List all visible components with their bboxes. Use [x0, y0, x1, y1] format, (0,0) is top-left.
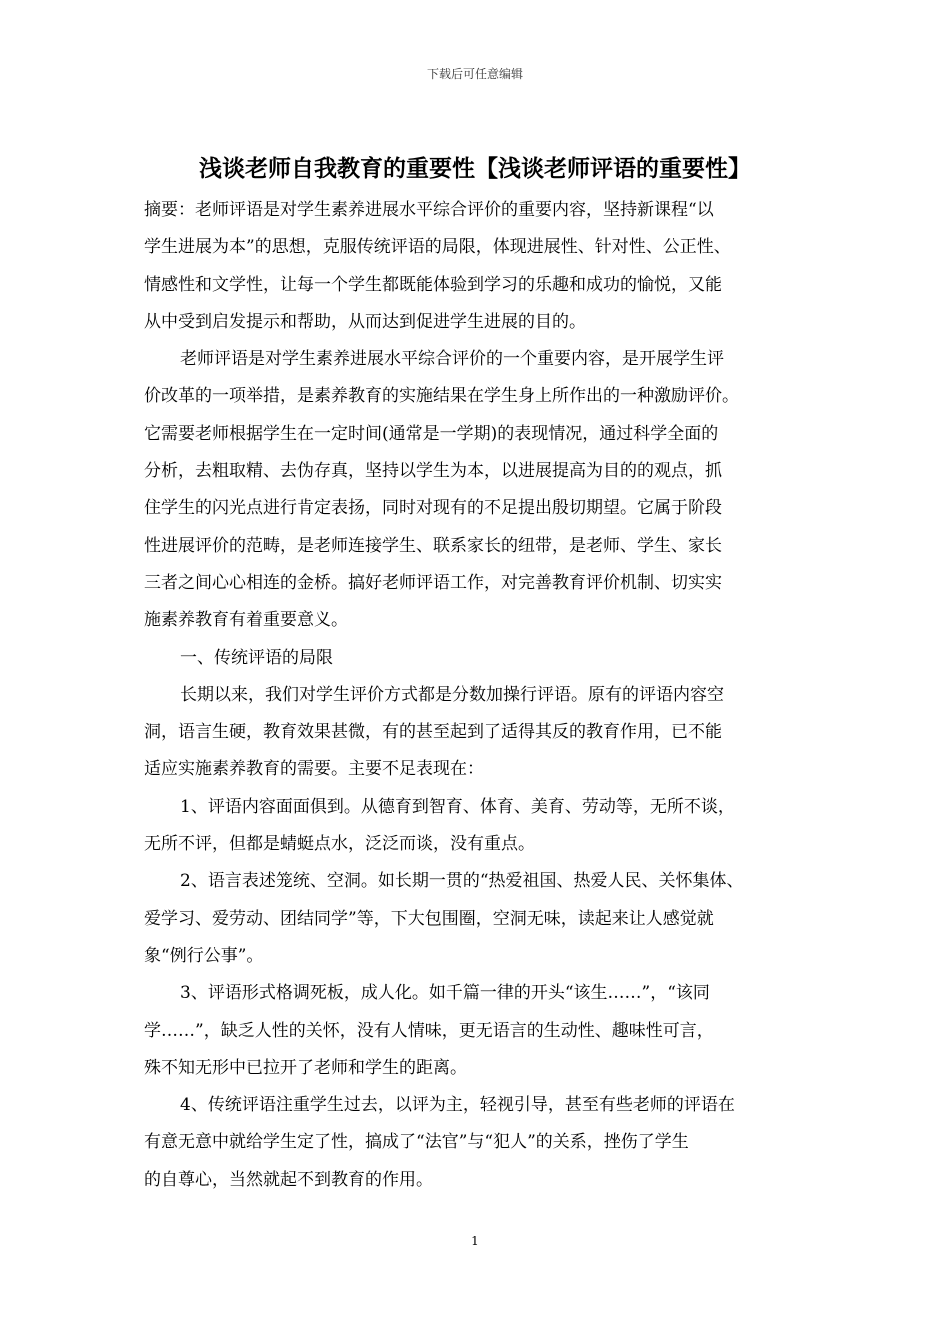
text-line: 洞，语言生硬，教育效果甚微，有的甚至起到了适得其反的教育作用，已不能	[144, 722, 722, 743]
text-line: 性进展评价的范畴，是老师连接学生、联系家长的纽带，是老师、学生、家长	[144, 535, 722, 556]
text-line: 1、评语内容面面俱到。从德育到智育、体育、美育、劳动等，无所不谈，	[180, 796, 735, 817]
text-line: 分析，去粗取精、去伪存真，坚持以学生为本，以进展提高为目的的观点，抓	[144, 461, 722, 482]
text-line: 住学生的闪光点进行肯定表扬，同时对现有的不足提出殷切期望。它属于阶段	[144, 498, 722, 519]
text-line: 摘要：老师评语是对学生素养进展水平综合评价的重要内容，坚持新课程“以	[144, 200, 714, 220]
text-line: 从中受到启发提示和帮助，从而达到促进学生进展的目的。	[144, 311, 586, 332]
document-title: 浅谈老师自我教育的重要性【浅谈老师评语的重要性】	[199, 155, 751, 182]
text-line: 3、评语形式格调死板，成人化。如千篇一律的开头“该生……”，“该同	[180, 983, 710, 1004]
text-line: 象“例行公事”。	[144, 945, 264, 966]
text-line: 适应实施素养教育的需要。主要不足表现在：	[144, 759, 484, 780]
text-line: 三者之间心心相连的金桥。搞好老师评语工作，对完善教育评价机制、切实实	[144, 572, 722, 593]
text-line: 价改革的一项举措，是素养教育的实施结果在学生身上所作出的一种激励评价。	[144, 386, 739, 407]
text-line: 爱学习、爱劳动、团结同学”等，下大包围圈，空洞无味，读起来让人感觉就	[144, 908, 714, 929]
text-line: 无所不评，但都是蜻蜓点水，泛泛而谈，没有重点。	[144, 834, 535, 855]
text-line: 情感性和文学性，让每一个学生都既能体验到学习的乐趣和成功的愉悦，又能	[144, 274, 722, 295]
document-body	[144, 192, 810, 1199]
text-line: 殊不知无形中已拉开了老师和学生的距离。	[144, 1057, 467, 1078]
page-number: 1	[471, 1234, 479, 1248]
text-line: 施素养教育有着重要意义。	[144, 610, 348, 631]
text-line: 一、传统评语的局限	[180, 647, 333, 668]
text-line: 学……”，缺乏人性的关怀，没有人情味，更无语言的生动性、趣味性可言，	[144, 1020, 714, 1041]
text-line: 它需要老师根据学生在一定时间(通常是一学期)的表现情况，通过科学全面的	[144, 423, 719, 444]
text-line: 有意无意中就给学生定了性，搞成了“法官”与“犯人”的关系，挫伤了学生	[144, 1132, 689, 1153]
text-line: 长期以来，我们对学生评价方式都是分数加操行评语。原有的评语内容空	[180, 684, 724, 705]
text-line: 老师评语是对学生素养进展水平综合评价的一个重要内容，是开展学生评	[180, 349, 724, 370]
text-line: 2、语言表述笼统、空洞。如长期一贯的“热爱祖国、热爱人民、关怀集体、	[180, 871, 744, 892]
header-note: 下载后可任意编辑	[426, 67, 523, 81]
text-line: 的自尊心，当然就起不到教育的作用。	[144, 1169, 433, 1190]
text-line: 学生进展为本”的思想，克服传统评语的局限，体现进展性、针对性、公正性、	[144, 237, 731, 258]
text-line: 4、传统评语注重学生过去，以评为主，轻视引导，甚至有些老师的评语在	[180, 1095, 735, 1116]
